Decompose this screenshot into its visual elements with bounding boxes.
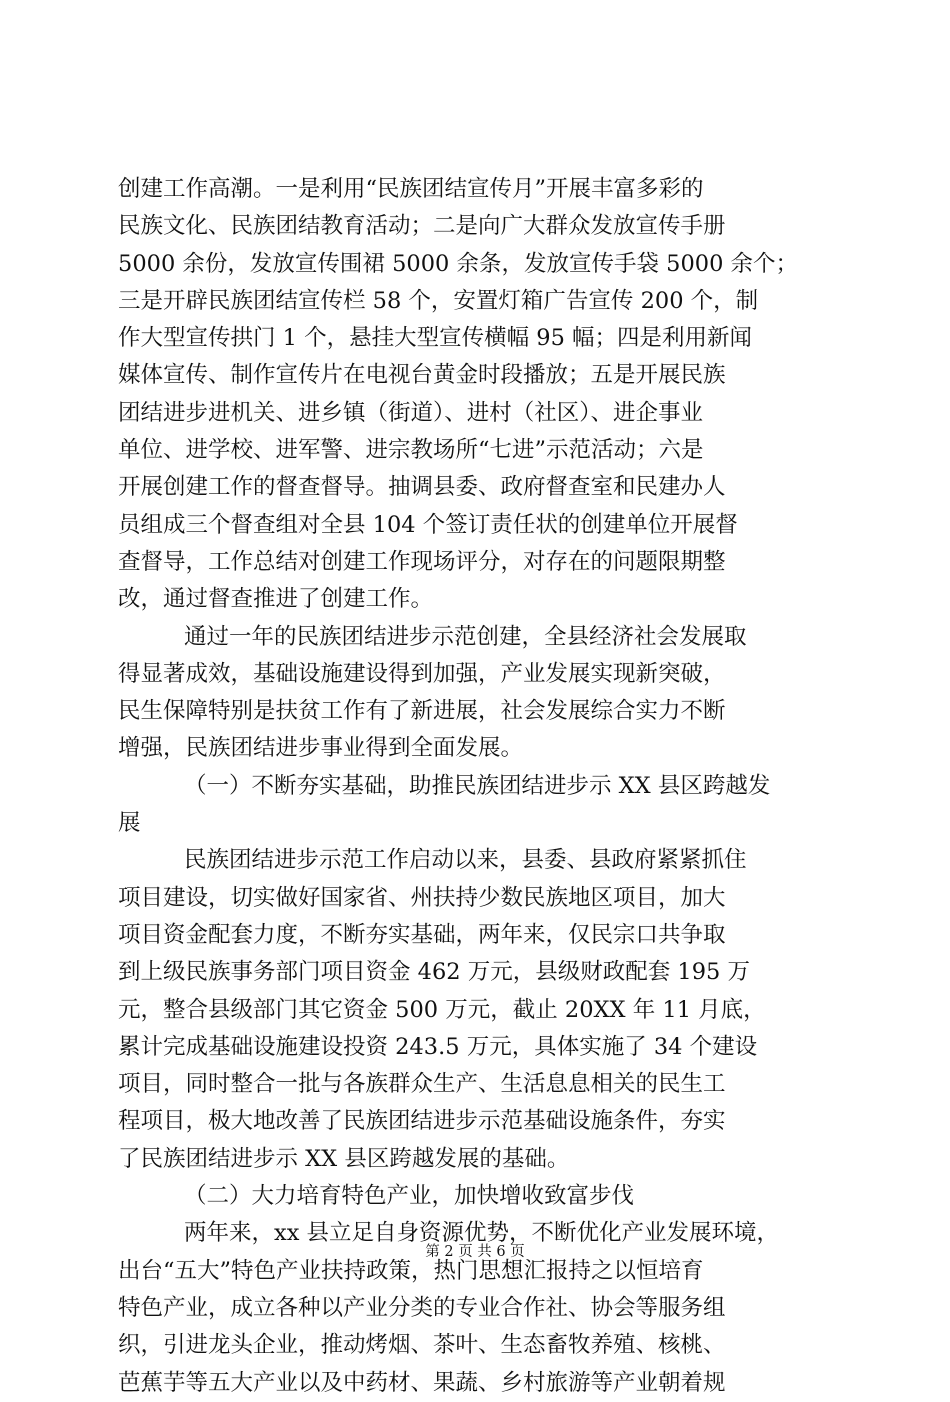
- text-line: 民生保障特别是扶贫工作有了新进展，社会发展综合实力不断: [118, 698, 726, 725]
- text-line: 民族文化、民族团结教育活动；二是向广大群众发放宣传手册: [118, 213, 726, 240]
- text-line: 作大型宣传拱门 1 个，悬挂大型宣传横幅 95 幅；四是利用新闻: [118, 325, 753, 352]
- text-line: 5000 余份，发放宣传围裙 5000 余条，发放宣传手袋 5000 余个；: [118, 250, 799, 277]
- text-line: 员组成三个督查组对全县 104 个签订责任状的创建单位开展督: [118, 511, 738, 538]
- text-line: 到上级民族事务部门项目资金 462 万元，县级财政配套 195 万: [118, 959, 751, 986]
- text-line: 开展创建工作的督查督导。抽调县委、政府督查室和民建办人: [118, 474, 726, 501]
- text-line: 单位、进学校、进军警、进宗教场所“七进”示范活动；六是: [118, 437, 704, 464]
- text-line: 创建工作高潮。一是利用“民族团结宣传月”开展丰富多彩的: [118, 176, 704, 202]
- paragraph-start-line: 民族团结进步示范工作启动以来，县委、县政府紧紧抓住: [184, 847, 747, 874]
- text-line: 增强，民族团结进步事业得到全面发展。: [118, 735, 524, 762]
- section-heading-line: （二）大力培育特色产业，加快增收致富步伐: [184, 1183, 635, 1210]
- text-line: 查督导，工作总结对创建工作现场评分，对存在的问题限期整: [118, 548, 726, 575]
- text-line: 三是开辟民族团结宣传栏 58 个，安置灯箱广告宣传 200 个，制: [118, 287, 759, 314]
- text-line: 特色产业，成立各种以产业分类的专业合作社、协会等服务组: [118, 1294, 726, 1321]
- page-number-footer: 第 2 页 共 6 页: [425, 1244, 525, 1260]
- section-heading-continuation: 展: [118, 810, 141, 837]
- paragraph-start-line: 通过一年的民族团结进步示范创建，全县经济社会发展取: [184, 623, 747, 650]
- text-line: 累计完成基础设施建设投资 243.5 万元，具体实施了 34 个建设: [118, 1033, 758, 1060]
- text-line: 得显著成效，基础设施建设得到加强，产业发展实现新突破，: [118, 660, 726, 687]
- text-line: 芭蕉芋等五大产业以及中药材、果蔬、乡村旅游等产业朝着规: [118, 1369, 726, 1396]
- text-line: 项目，同时整合一批与各族群众生产、生活息息相关的民生工: [118, 1071, 726, 1098]
- text-line: 程项目，极大地改善了民族团结进步示范基础设施条件，夯实: [118, 1108, 726, 1135]
- text-line: 织，引进龙头企业，推动烤烟、茶叶、生态畜牧养殖、核桃、: [118, 1332, 726, 1359]
- text-line: 团结进步进机关、进乡镇（街道）、进村（社区）、进企事业: [118, 399, 704, 426]
- text-line: 媒体宣传、制作宣传片在电视台黄金时段播放；五是开展民族: [118, 362, 726, 389]
- text-line: 了民族团结进步示 XX 县区跨越发展的基础。: [118, 1145, 570, 1172]
- section-heading-line: （一）不断夯实基础，助推民族团结进步示 XX 县区跨越发: [184, 772, 771, 799]
- text-line: 项目建设，切实做好国家省、州扶持少数民族地区项目，加大: [118, 884, 726, 911]
- document-body: [118, 171, 838, 1402]
- text-line: 元，整合县级部门其它资金 500 万元，截止 20XX 年 11 月底，: [118, 996, 766, 1023]
- paragraph-start-line: 两年来，xx 县立足自身资源优势，不断优化产业发展环境，: [184, 1220, 780, 1247]
- text-line: 改，通过督查推进了创建工作。: [118, 586, 434, 613]
- text-line: 项目资金配套力度，不断夯实基础，两年来，仅民宗口共争取: [118, 921, 726, 948]
- text-line: 出台“五大”特色产业扶持政策，热门思想汇报持之以恒培育: [118, 1257, 704, 1284]
